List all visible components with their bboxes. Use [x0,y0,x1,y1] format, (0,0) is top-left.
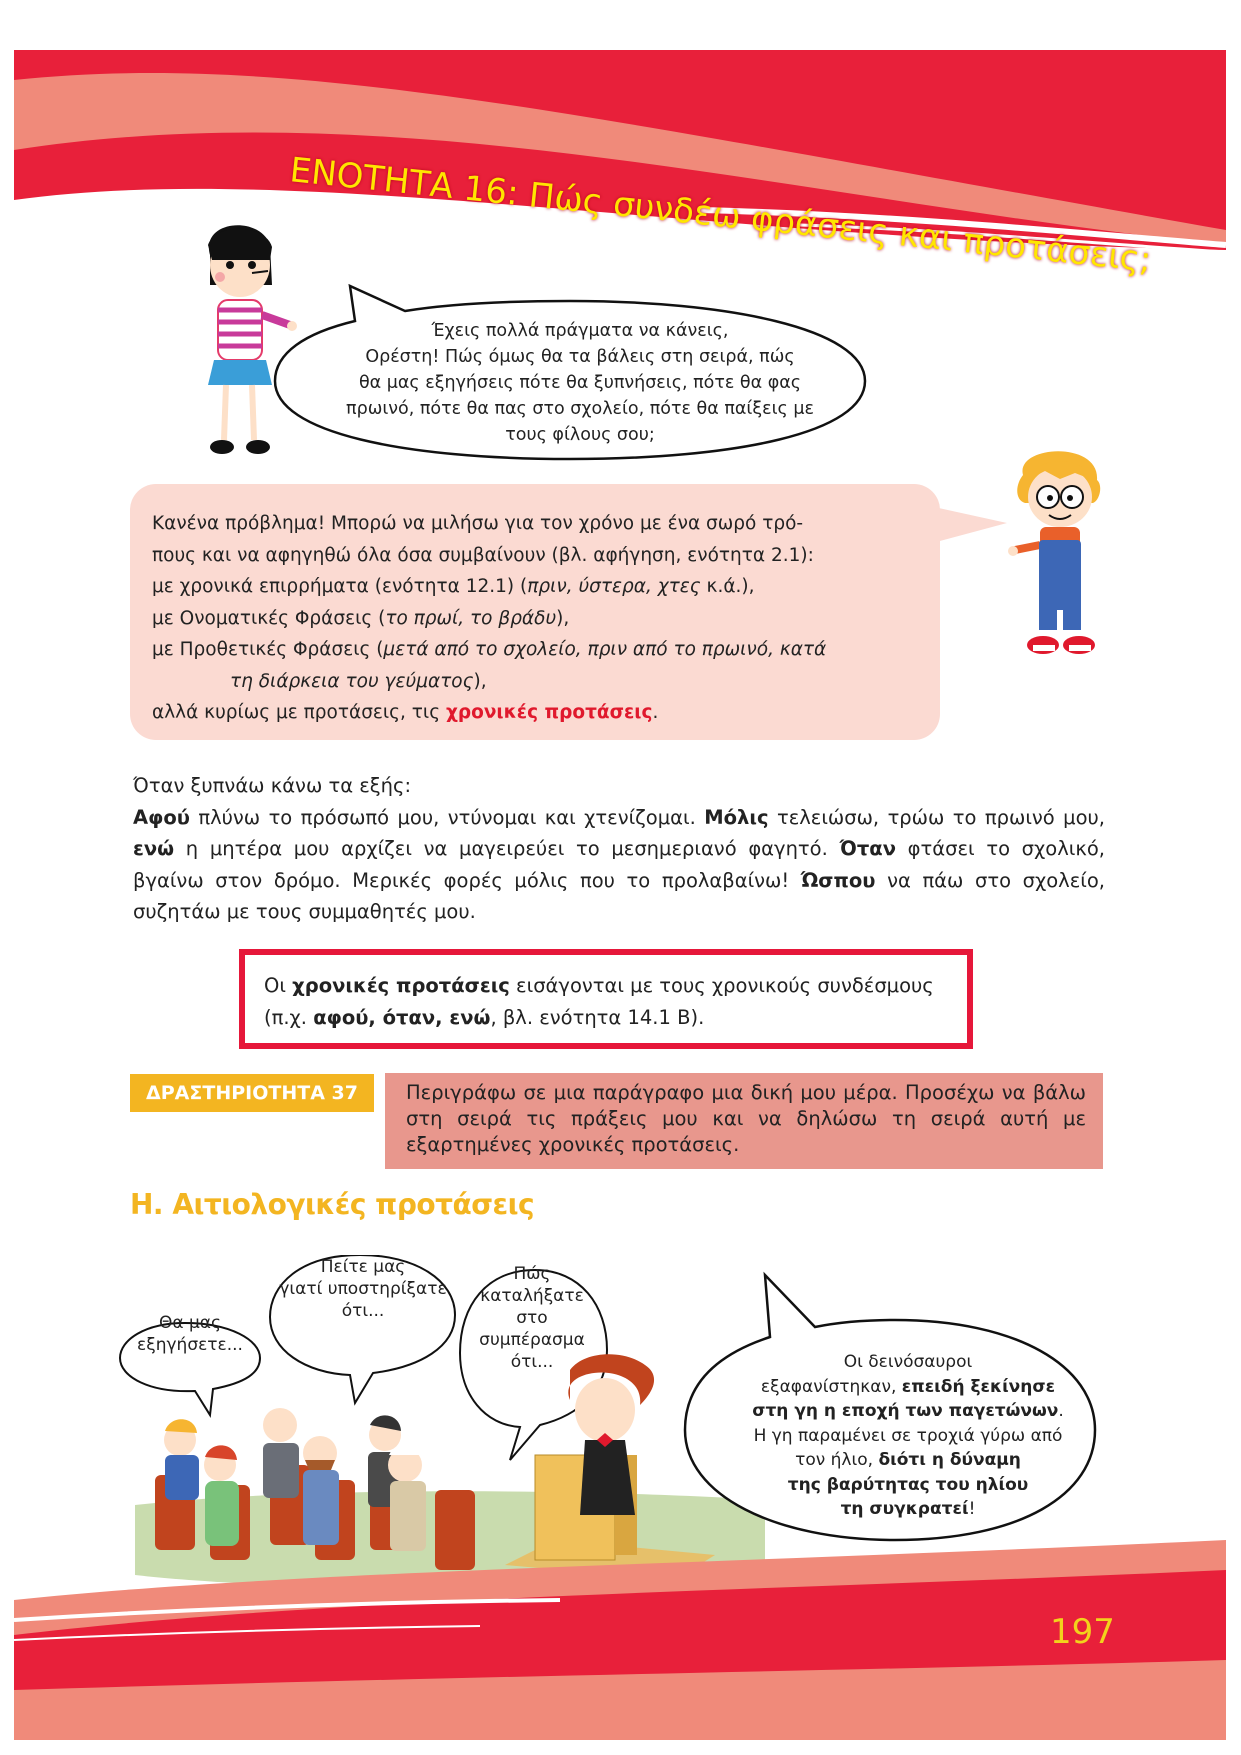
bubble-line: Οι δεινόσαυροι [843,1352,973,1372]
text-span: . [1058,1401,1064,1421]
text-span: ! [968,1499,976,1519]
activity-text: Περιγράφω σε μια παράγραφο μια δική μου μέρα. Προσέχω να βάλω στη σειρά τις πράξεις μου και να δηλώσω τη σειρά αυτή με εξαρτημένες χρονικές προτάσεις. [406,1081,1086,1156]
bubble-line: γιατί υποστηρίξατε [279,1279,447,1299]
text-span: με Προθετικές Φράσεις ( [152,639,384,660]
paragraph-body [133,802,1105,928]
boy-speech-text [152,508,922,729]
text-span: η μητέρα μου αρχίζει να μαγειρεύει το μεσημεριανό φαγητό. [174,837,840,860]
text-span: (π.χ. [264,1006,314,1029]
page-number: 197 [1050,1612,1115,1652]
chapter-title: ΕΝΟΤΗΤΑ 16: Πώς συνδέω φράσεις και προτάσεις; [287,150,1154,281]
bubble-line: καταλήξατε [480,1286,584,1306]
text-span: Οι [264,974,293,997]
conjunction: Όταν [839,837,896,860]
bubble-line: Πείτε μας [320,1257,406,1277]
text-span: εξαφανίστηκαν, [760,1376,902,1397]
bubble-line: εξηγήσετε... [137,1335,243,1355]
example-words: τη διάρκεια του γεύματος [230,670,474,692]
boy-speech-line [152,634,922,666]
example-words: πριν, ύστερα, χτες [527,576,701,597]
conjunction: Μόλις [704,805,769,829]
bubble-line: ότι... [510,1352,554,1372]
girl-speech-line: τους φίλους σου; [505,425,655,445]
audience-bubble-3 [462,1263,602,1373]
conjunction: Ώσπου [800,868,876,892]
section-title: Η. Αιτιολογικές προτάσεις [130,1188,535,1221]
boy-speech-line [152,571,922,603]
text-span: ), [473,670,487,692]
example-paragraph [133,770,1105,928]
boy-speech-line [152,666,922,698]
bubble-line [718,1399,1098,1424]
bubble-line: συμπέρασμα [479,1330,585,1350]
conjunction: Αφού [133,805,190,829]
text-span: να πάω στο σχολείο, συζητάω με τους συμμαθητές μου. [133,868,1105,923]
bubble-line [718,1473,1098,1498]
boy-speech-line [152,697,922,729]
text-span: κ.ά.), [700,576,755,597]
causal-phrase: διότι η δύναμη [878,1450,1021,1470]
rule-text [264,970,964,1034]
boy-speech-line [152,540,922,572]
boy-illustration [1005,445,1115,670]
key-term: αφού, όταν, ενώ [313,1006,491,1029]
text-span: με χρονικά επιρρήματα (ενότητα 12.1) ( [152,576,528,597]
boy-bubble-tail [925,495,1010,555]
bubble-line [718,1448,1098,1473]
girl-speech-line: Ορέστη! Πώς όμως θα τα βάλεις στη σειρά, πώς [365,347,795,367]
causal-phrase: επειδή ξεκίνησε [901,1376,1056,1397]
bubble-line: Η γη παραμένει σε τροχιά γύρω από [753,1425,1063,1446]
text-span: . [652,702,659,723]
text-span: αλλά κυρίως με προτάσεις, τις [152,702,446,723]
causal-phrase: τη συγκρατεί [840,1499,969,1519]
text-span: τον ήλιο, [795,1450,879,1470]
text-span: Κανένα πρόβλημα! Μπορώ να μιλήσω για τον χρόνο με ένα σωρό τρό- [152,513,804,534]
bubble-line: Πώς [513,1264,551,1284]
girl-speech-line: θα μας εξηγήσεις πότε θα ξυπνήσεις, πότε θα φας [358,373,802,393]
bubble-line: στο [516,1308,548,1328]
text-span: πους και να αφηγηθώ όλα όσα συμβαίνουν (βλ. αφήγηση, ενότητα 2.1): [152,544,814,566]
paragraph-intro: Όταν ξυπνάω κάνω τα εξής: [133,774,412,797]
activity-label: ΔΡΑΣΤΗΡΙΟΤΗΤΑ 37 [130,1074,374,1112]
text-span: ), [556,607,570,629]
key-term: χρονικές προτάσεις [445,702,653,723]
text-span: πλύνω το πρόσωπό μου, ντύνομαι και χτενίζομαι. [189,805,705,829]
bubble-line [718,1497,1098,1522]
rule-line [264,970,964,1002]
girl-speech-line: πρωινό, πότε θα πας στο σχολείο, πότε θα παίξεις με [346,399,814,419]
conjunction: ενώ [133,837,175,860]
professor-speech-text [718,1350,1098,1522]
boy-speech-line [152,603,922,635]
causal-phrase: της βαρύτητας του ηλίου [787,1474,1029,1495]
bubble-line [718,1375,1098,1400]
example-words: το πρωί, το βράδυ [385,607,557,629]
boy-speech-line [152,508,922,540]
causal-phrase: στη γη η εποχή των παγετώνων [752,1401,1059,1421]
rule-line [264,1002,964,1034]
text-span: εισάγονται με τους χρονικούς συνδέσμους [509,974,934,997]
text-span: , βλ. ενότητα 14.1 Β). [490,1006,705,1029]
text-span: με Ονοματικές Φράσεις ( [152,607,386,629]
bubble-line: Θα μας [159,1313,221,1333]
text-span: τελειώσω, τρώω το πρωινό μου, [768,805,1105,829]
audience-bubble-1 [120,1312,260,1356]
example-words: μετά από το σχολείο, πριν από το πρωινό, κατά [383,639,827,660]
text-span: φτάσει το σχολικό, βγαίνω στον δρόμο. Μερικές φορές μόλις που το προλαβαίνω! [133,837,1105,892]
girl-speech-line: Έχεις πολλά πράγματα να κάνεις, [431,321,729,341]
key-term: χρονικές προτάσεις [292,974,510,997]
bubble-line: ότι... [341,1301,385,1321]
girl-speech-text [300,318,860,448]
audience-bubble-2 [268,1256,458,1322]
